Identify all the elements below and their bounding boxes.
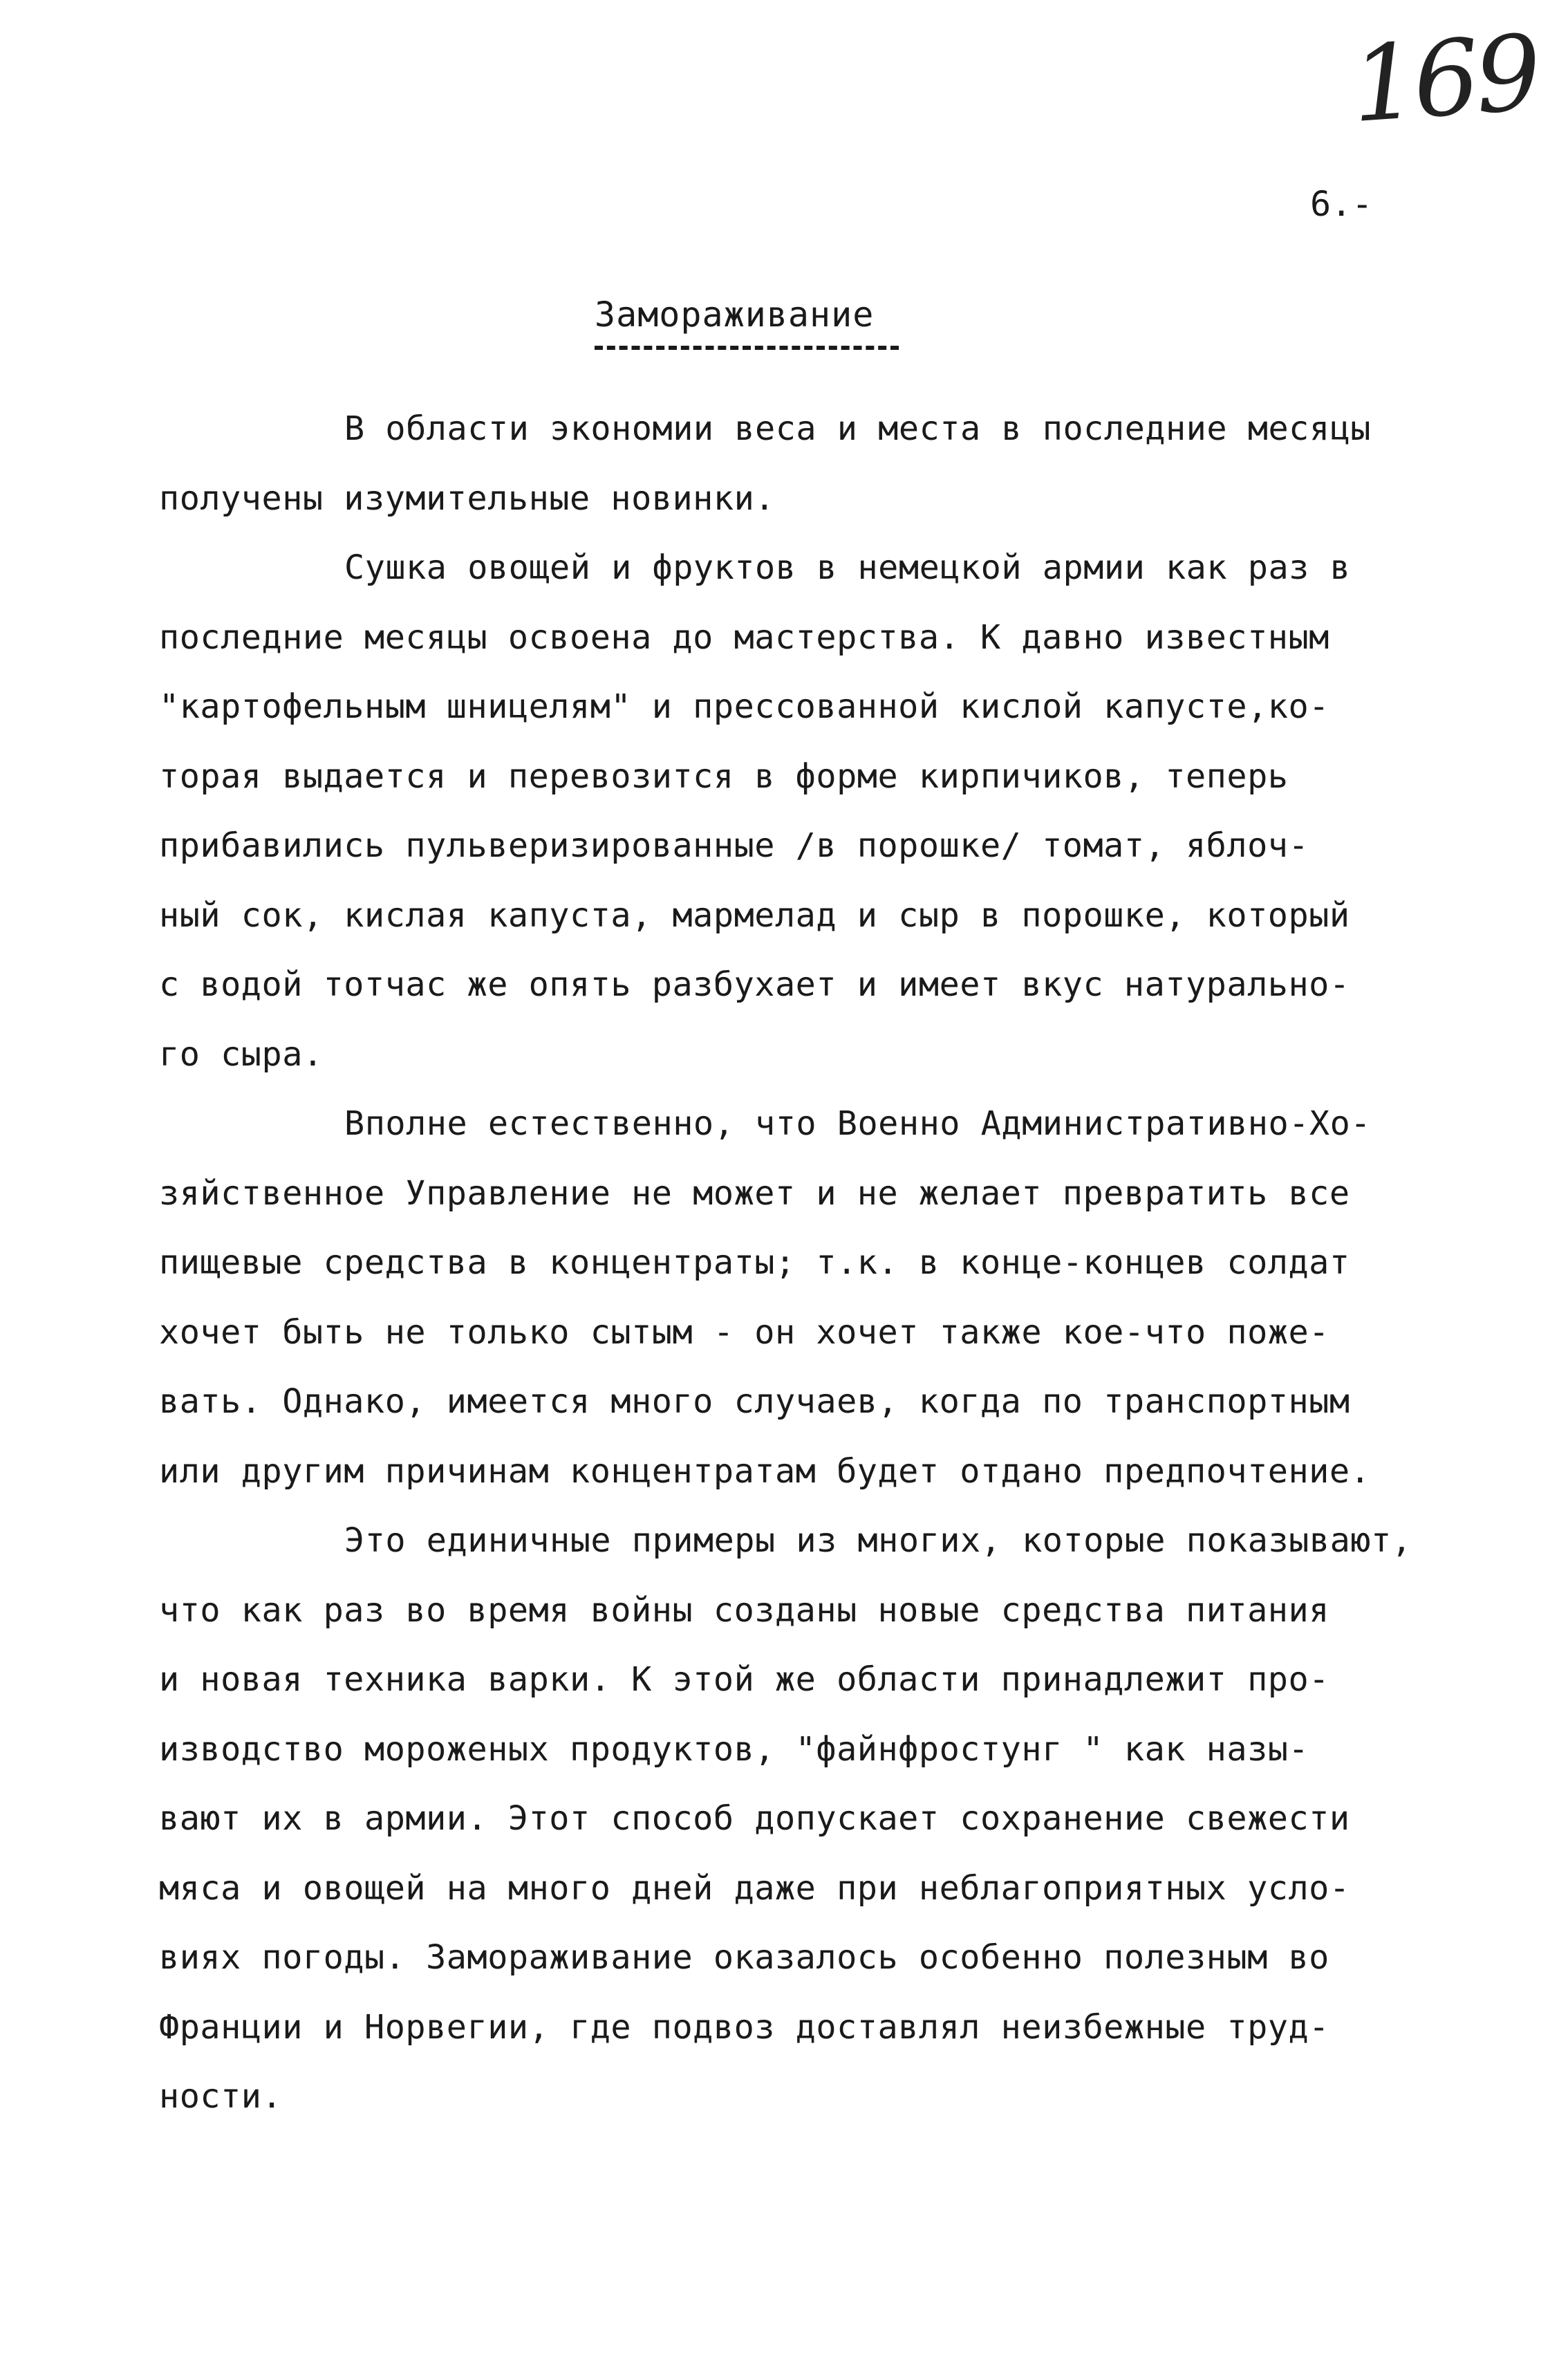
text-line: В области экономии веса и места в последние месяцы [344, 409, 1371, 448]
text-line: Вполне естественно, что Военно Административно-Хо- [344, 1104, 1371, 1143]
text-line: что как раз во время войны созданы новые средства питания [159, 1590, 1329, 1630]
text-line: последние месяцы освоена до мастерства. К давно известным [159, 617, 1329, 657]
document-body [159, 394, 1514, 2132]
text-line: мяса и овощей на много дней даже при неблагоприятных усло- [159, 1868, 1350, 1908]
text-line: изводство мороженых продуктов, "файнфростунг " как назы- [159, 1729, 1309, 1769]
text-line: ный сок, кислая капуста, мармелад и сыр в порошке, который [159, 895, 1350, 935]
archive-page-number: 169 [1347, 12, 1542, 147]
text-line: "картофельным шницелям" и прессованной кислой капусте,ко- [159, 687, 1329, 726]
text-line: Франции и Норвегии, где подвоз доставлял неизбежные труд- [159, 2007, 1329, 2047]
text-line: виях погоды. Замораживание оказалось особенно полезным во [159, 1938, 1329, 1977]
text-line: ности. [159, 2077, 283, 2116]
text-line: прибавились пульверизированные /в порошке/ томат, яблоч- [159, 826, 1309, 865]
text-line: зяйственное Управление не может и не желает превратить все [159, 1173, 1350, 1213]
title-underline [595, 346, 899, 350]
text-line: вать. Однако, имеется много случаев, когда по транспортным [159, 1382, 1350, 1421]
text-line: с водой тотчас же опять разбухает и имеет вкус натурально- [159, 965, 1350, 1004]
text-line: получены изумительные новинки. [159, 478, 775, 518]
text-line: хочет быть не только сытым - он хочет также кое-что поже- [159, 1312, 1329, 1352]
text-line: Сушка овощей и фруктов в немецкой армии как раз в [344, 548, 1351, 587]
text-line: Это единичные примеры из многих, которые показывают, [344, 1521, 1412, 1560]
text-line: пищевые средства в концентраты; т.к. в конце-концев солдат [159, 1243, 1350, 1282]
text-line: вают их в армии. Этот способ допускает сохранение свежести [159, 1799, 1350, 1838]
page-number: 6.- [1310, 184, 1373, 224]
text-line: торая выдается и перевозится в форме кирпичиков, теперь [159, 756, 1289, 796]
text-line: го сыра. [159, 1034, 324, 1074]
text-line: и новая техника варки. К этой же области принадлежит про- [159, 1660, 1329, 1699]
document-title: Замораживание [595, 295, 875, 335]
text-line: или другим причинам концентратам будет отдано предпочтение. [159, 1451, 1371, 1491]
